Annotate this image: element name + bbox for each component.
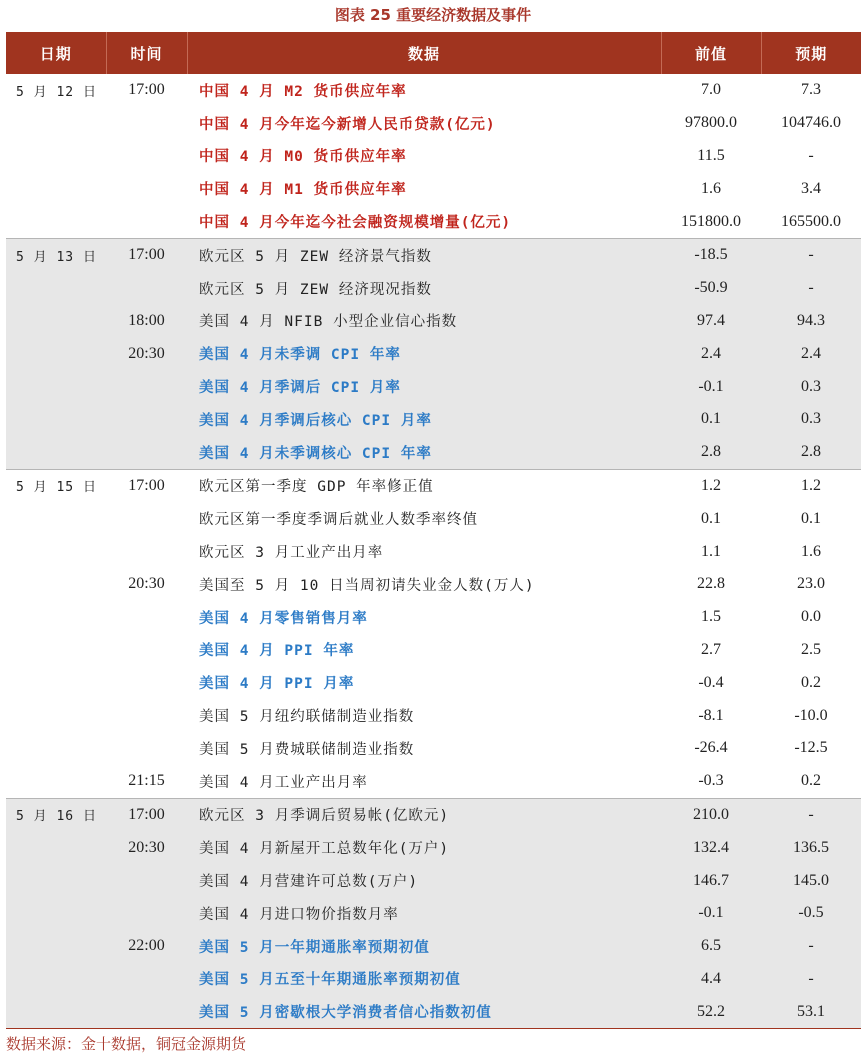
cell-indicator: 美国 4 月未季调核心 CPI 年率 — [187, 436, 661, 469]
cell-date — [6, 765, 106, 798]
cell-date — [6, 897, 106, 930]
header-time: 时间 — [106, 32, 187, 74]
table-row — [6, 831, 861, 864]
table-caption: 图表 25 重要经济数据及事件 — [334, 6, 532, 24]
cell-date: 5 月 13 日 — [6, 238, 106, 271]
cell-date — [6, 172, 106, 205]
cell-date — [6, 305, 106, 338]
cell-time: 21:15 — [128, 772, 165, 790]
cell-indicator: 美国 5 月费城联储制造业指数 — [199, 741, 415, 758]
cell-date — [6, 337, 106, 370]
cell-previous: 1.1 — [701, 542, 721, 560]
table-row — [6, 140, 861, 173]
cell-indicator: 美国至 5 月 10 日当周初请失业金人数(万人) — [199, 577, 535, 594]
cell-indicator: 美国 5 月密歇根大学消费者信心指数初值 — [187, 995, 661, 1028]
cell-expected: -0.5 — [761, 897, 861, 930]
cell-previous: 1.6 — [701, 179, 721, 197]
cell-indicator: 美国 5 月一年期通胀率预期初值 — [187, 930, 661, 963]
cell-previous: 11.5 — [697, 146, 725, 164]
cell-expected: 2.5 — [801, 640, 821, 658]
table-row — [6, 172, 861, 205]
cell-indicator: 美国 5 月五至十年期通胀率预期初值 — [187, 963, 661, 996]
table-row — [6, 995, 861, 1028]
table-body — [6, 74, 861, 1028]
cell-time — [106, 634, 187, 667]
cell-time — [106, 732, 187, 765]
cell-indicator: 美国 4 月季调后 CPI 月率 — [187, 370, 661, 403]
cell-expected: - — [761, 798, 861, 831]
cell-previous: 146.7 — [661, 864, 761, 897]
header-prev: 前值 — [661, 32, 761, 74]
cell-expected: 136.5 — [761, 831, 861, 864]
cell-previous: 2.7 — [701, 640, 721, 658]
cell-indicator: 中国 4 月今年迄今新增人民币贷款(亿元) — [199, 116, 496, 133]
cell-time: 22:00 — [106, 930, 187, 963]
table-row — [6, 568, 861, 601]
economic-events-table — [6, 32, 861, 1028]
cell-time — [106, 172, 187, 205]
cell-previous: 2.4 — [661, 337, 761, 370]
cell-date — [6, 699, 106, 732]
cell-indicator: 美国 4 月零售销售月率 — [199, 610, 368, 627]
cell-date — [6, 205, 106, 238]
cell-indicator: 美国 5 月纽约联储制造业指数 — [199, 709, 415, 726]
table-row — [6, 864, 861, 897]
cell-time: 17:00 — [106, 798, 187, 831]
cell-expected: 2.8 — [761, 436, 861, 469]
table-row — [6, 897, 861, 930]
cell-time — [106, 502, 187, 535]
cell-previous: 4.4 — [661, 963, 761, 996]
cell-expected: - — [761, 238, 861, 271]
cell-previous: 52.2 — [661, 995, 761, 1028]
cell-time — [106, 995, 187, 1028]
header-date: 日期 — [6, 32, 106, 74]
cell-previous: 132.4 — [661, 831, 761, 864]
cell-indicator: 美国 4 月 NFIB 小型企业信心指数 — [187, 305, 661, 338]
cell-indicator: 美国 4 月营建许可总数(万户) — [187, 864, 661, 897]
cell-date — [6, 963, 106, 996]
cell-previous: 22.8 — [697, 575, 725, 593]
cell-date — [6, 930, 106, 963]
source-note: 数据来源：金十数据，铜冠金源期货 — [6, 1035, 247, 1053]
cell-previous: 1.5 — [701, 608, 721, 626]
cell-date — [6, 436, 106, 469]
cell-previous: -0.3 — [698, 772, 724, 790]
cell-time: 18:00 — [106, 305, 187, 338]
cell-expected: - — [761, 272, 861, 305]
cell-indicator: 欧元区 3 月季调后贸易帐(亿欧元) — [187, 798, 661, 831]
cell-expected: 1.6 — [801, 542, 821, 560]
table-row — [6, 107, 861, 140]
table-row — [6, 272, 861, 305]
cell-date — [6, 107, 106, 140]
cell-date — [6, 732, 106, 765]
table-row — [6, 535, 861, 568]
cell-time — [106, 535, 187, 568]
cell-previous: 0.1 — [701, 509, 721, 527]
cell-previous: 151800.0 — [681, 212, 741, 230]
cell-expected: - — [761, 930, 861, 963]
cell-time — [106, 140, 187, 173]
cell-time: 20:30 — [106, 831, 187, 864]
cell-previous: -50.9 — [661, 272, 761, 305]
cell-date — [6, 666, 106, 699]
cell-time — [106, 666, 187, 699]
cell-previous: -0.1 — [661, 370, 761, 403]
table-row — [6, 963, 861, 996]
cell-time: 20:30 — [128, 575, 165, 593]
header-data: 数据 — [187, 32, 661, 74]
cell-previous: -0.4 — [698, 673, 724, 691]
cell-indicator: 中国 4 月 M2 货币供应年率 — [199, 83, 407, 100]
cell-previous: 0.1 — [661, 403, 761, 436]
cell-time — [106, 370, 187, 403]
cell-expected: 0.3 — [761, 403, 861, 436]
cell-previous: -0.1 — [661, 897, 761, 930]
cell-expected: 1.2 — [761, 469, 861, 502]
table-row — [6, 238, 861, 271]
cell-expected: 23.0 — [797, 575, 825, 593]
cell-date — [6, 272, 106, 305]
cell-indicator: 欧元区第一季度 GDP 年率修正值 — [187, 469, 661, 502]
cell-time — [106, 205, 187, 238]
cell-previous: 210.0 — [661, 798, 761, 831]
cell-date — [6, 568, 106, 601]
cell-indicator: 中国 4 月 M1 货币供应年率 — [199, 182, 407, 199]
cell-indicator: 美国 4 月季调后核心 CPI 月率 — [187, 403, 661, 436]
cell-expected: 94.3 — [761, 305, 861, 338]
cell-date — [6, 634, 106, 667]
table-row — [6, 634, 861, 667]
cell-expected: 0.2 — [801, 673, 821, 691]
cell-date — [6, 370, 106, 403]
cell-date: 5 月 15 日 — [6, 469, 106, 502]
cell-indicator: 美国 4 月新屋开工总数年化(万户) — [187, 831, 661, 864]
table-row — [6, 666, 861, 699]
cell-expected: 0.2 — [801, 772, 821, 790]
cell-expected: 145.0 — [761, 864, 861, 897]
cell-indicator: 美国 4 月未季调 CPI 年率 — [187, 337, 661, 370]
cell-date: 5 月 12 日 — [16, 84, 97, 100]
cell-time — [106, 601, 187, 634]
cell-expected: 7.3 — [801, 81, 821, 99]
cell-time: 17:00 — [106, 238, 187, 271]
table-row — [6, 370, 861, 403]
cell-expected: 104746.0 — [781, 114, 841, 132]
cell-expected: 0.1 — [801, 509, 821, 527]
table-row — [6, 502, 861, 535]
cell-time — [106, 864, 187, 897]
cell-date — [6, 403, 106, 436]
cell-indicator: 中国 4 月今年迄今社会融资规模增量(亿元) — [199, 215, 512, 232]
cell-indicator: 美国 4 月进口物价指数月率 — [187, 897, 661, 930]
table-row — [6, 930, 861, 963]
cell-time — [106, 107, 187, 140]
cell-date — [6, 535, 106, 568]
table-bottom-rule — [6, 1028, 861, 1029]
table-row — [6, 732, 861, 765]
cell-indicator: 欧元区 5 月 ZEW 经济现况指数 — [187, 272, 661, 305]
cell-indicator: 美国 4 月 PPI 年率 — [199, 643, 355, 660]
table-row — [6, 337, 861, 370]
cell-date: 5 月 16 日 — [6, 798, 106, 831]
cell-time — [106, 699, 187, 732]
cell-previous: -8.1 — [698, 706, 724, 724]
cell-expected: 0.0 — [801, 608, 821, 626]
cell-indicator: 中国 4 月 M0 货币供应年率 — [199, 149, 407, 166]
cell-date — [6, 601, 106, 634]
cell-time: 17:00 — [106, 469, 187, 502]
cell-expected: -10.0 — [794, 706, 828, 724]
cell-expected: 165500.0 — [781, 212, 841, 230]
cell-indicator: 欧元区第一季度季调后就业人数季率终值 — [199, 512, 478, 529]
cell-expected: - — [761, 963, 861, 996]
cell-previous: 97800.0 — [685, 114, 737, 132]
table-row — [6, 205, 861, 238]
cell-expected: 0.3 — [761, 370, 861, 403]
cell-date — [6, 140, 106, 173]
cell-previous: 7.0 — [701, 81, 721, 99]
cell-expected: 2.4 — [761, 337, 861, 370]
cell-indicator: 欧元区 5 月 ZEW 经济景气指数 — [187, 238, 661, 271]
cell-time — [106, 897, 187, 930]
cell-time: 20:30 — [106, 337, 187, 370]
table-header — [6, 32, 861, 74]
table-row — [6, 798, 861, 831]
cell-date — [6, 502, 106, 535]
table-row — [6, 74, 861, 107]
cell-expected: 53.1 — [761, 995, 861, 1028]
cell-expected: 3.4 — [801, 179, 821, 197]
cell-date — [6, 864, 106, 897]
cell-date — [6, 831, 106, 864]
cell-previous: 2.8 — [661, 436, 761, 469]
cell-date — [6, 995, 106, 1028]
cell-expected: -12.5 — [794, 739, 828, 757]
table-row — [6, 305, 861, 338]
cell-time — [106, 403, 187, 436]
cell-previous: -18.5 — [661, 238, 761, 271]
cell-previous: 1.2 — [661, 469, 761, 502]
table-row — [6, 436, 861, 469]
cell-indicator: 欧元区 3 月工业产出月率 — [199, 545, 384, 562]
cell-expected: - — [808, 146, 814, 164]
table-row — [6, 469, 861, 502]
cell-time — [106, 436, 187, 469]
table-row — [6, 403, 861, 436]
header-expected: 预期 — [761, 32, 861, 74]
table-row — [6, 699, 861, 732]
cell-time: 17:00 — [128, 81, 165, 99]
cell-time — [106, 272, 187, 305]
cell-indicator: 美国 4 月 PPI 月率 — [199, 676, 355, 693]
cell-previous: 6.5 — [661, 930, 761, 963]
cell-previous: 97.4 — [661, 305, 761, 338]
cell-time — [106, 963, 187, 996]
cell-previous: -26.4 — [694, 739, 728, 757]
table-row — [6, 601, 861, 634]
cell-indicator: 美国 4 月工业产出月率 — [199, 774, 368, 791]
table-row — [6, 765, 861, 798]
